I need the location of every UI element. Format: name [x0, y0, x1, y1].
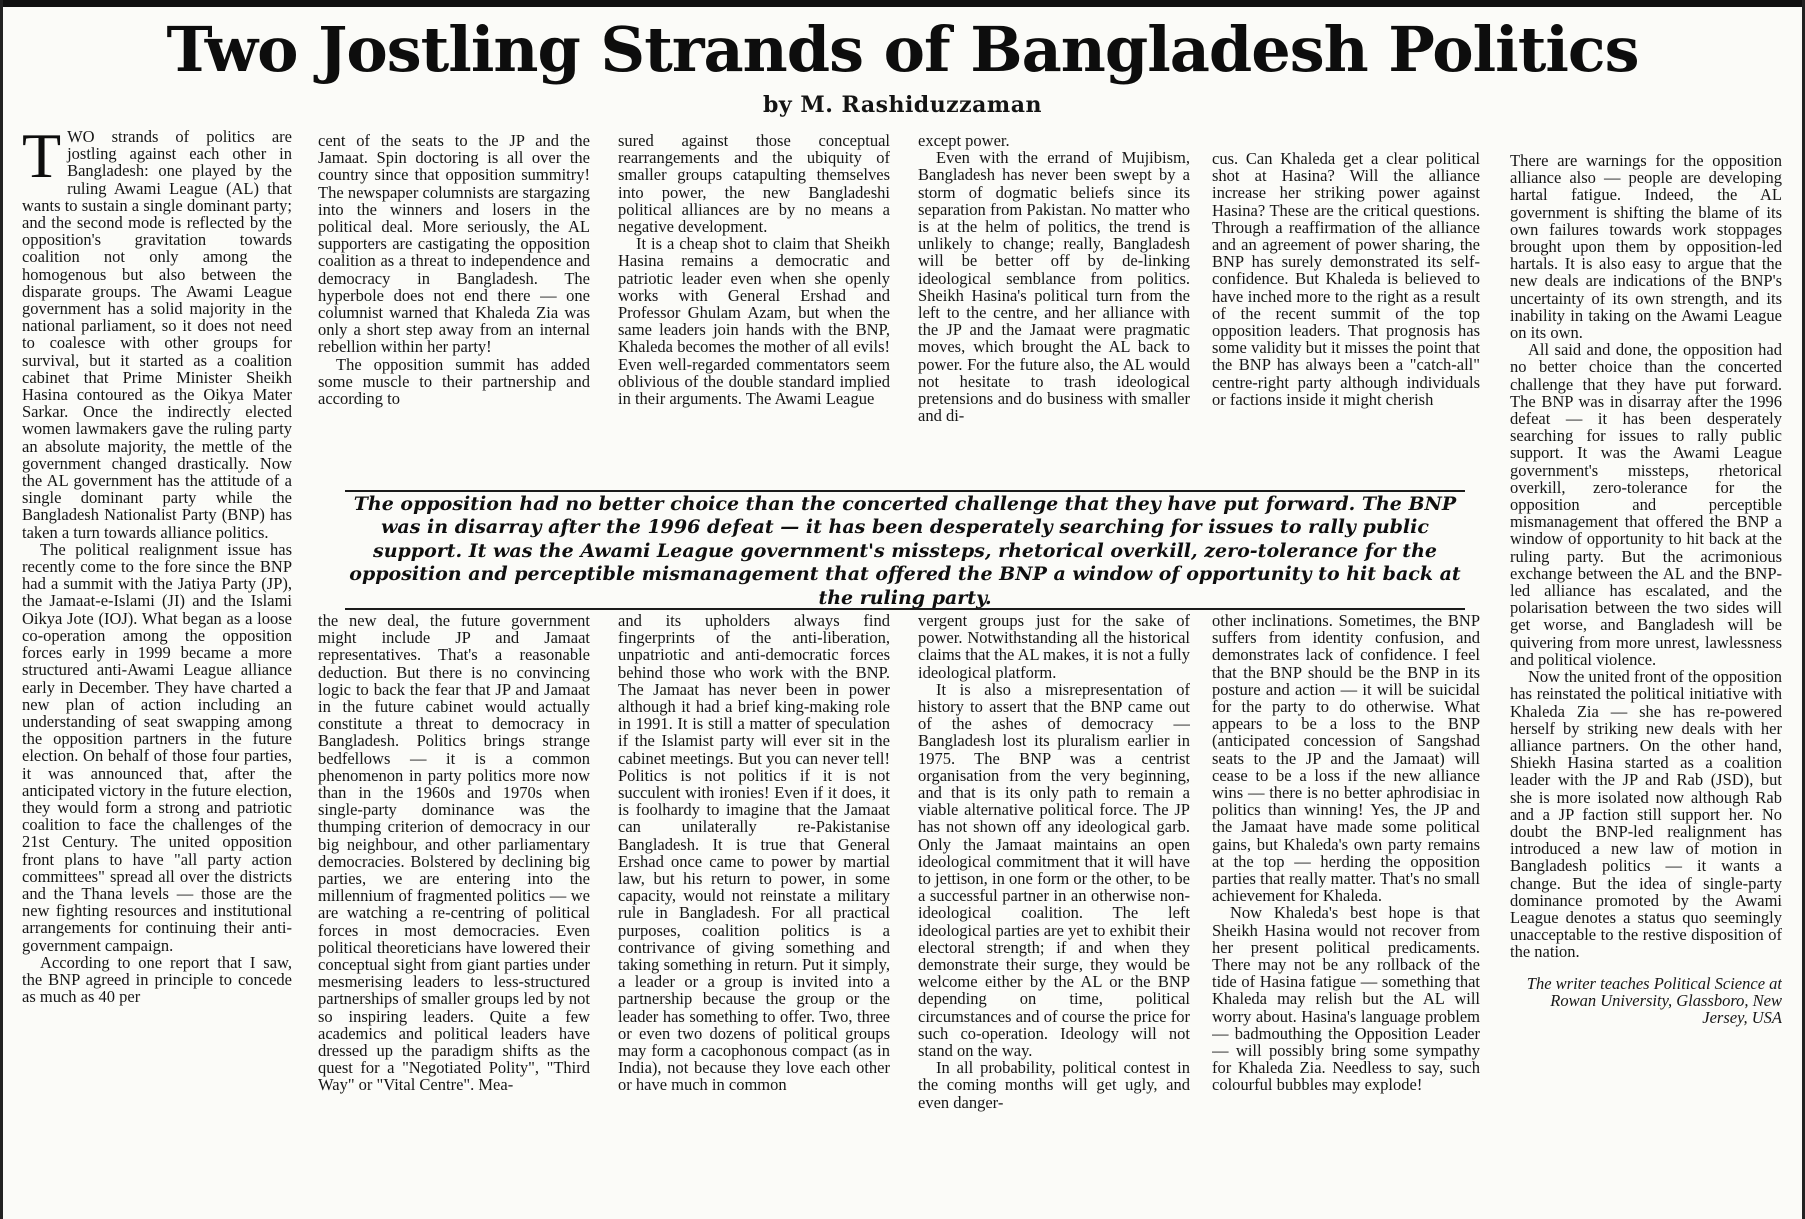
pullquote-top-rule [345, 490, 1465, 492]
paragraph-text: vergent groups just for the sake of power. Notwithstanding all the historical claims that the AL makes, it is not a fully ideological platform. [918, 612, 1190, 682]
byline: by M. Rashiduzzaman [763, 92, 1042, 118]
paragraph-text: sured against those conceptual rearrangements and the ubiquity of smaller groups catapulting themselves into power, the new Bangladeshi political alliances are by no means a negative development. [618, 132, 890, 237]
paragraph-text: It is a cheap shot to claim that Sheikh Hasina remains a democratic and patriotic leader even when she openly works with General Ershad and Professor Ghulam Azam, but when the same leaders join hands with the BNP, Khaleda becomes the mother of all evils! Even well-regarded commentators seem oblivious of the double standard implied in their arguments. The Awami League [618, 234, 890, 409]
paragraph-text: Even with the errand of Mujibism, Bangladesh has never been swept by a storm of dogmatic beliefs since its separation from Pakistan. No matter who is at the helm of politics, the trend is unlikely to change; really, Bangladesh will be better off by de-linking ideological semblance from politics. Sheikh Hasina's political turn from the left to the centre, and her alliance with the JP and the Jamaat were pragmatic moves, which brought the AL back to power. For the future also, the AL would not hesitate to trash ideological pretensions and do business with smaller and di- [918, 148, 1190, 426]
column-1-first-paragraph [22, 128, 292, 541]
paragraph-text: WO strands of politics are jostling against each other in Bangladesh: one played by the ruling Awami League (AL) that wants to sustain a single dominant party; and the second mode is reflected by the opposition's gravitation towards coalition not only among the homogenous but also between the disparate groups. The Awami League government has a solid majority in the national parliament, so it does not need to coalesce with other groups for survival, but it started as a coalition cabinet that Prime Minister Sheikh Hasina contoured as the Oikya Mater Sarkar. Once the indirectly elected women lawmakers gave the ruling party an absolute majority, the mettle of the government changed drastically. Now the AL government has the attitude of a single dominant party while the Bangladesh Nationalist Party (BNP) has taken a turn towards alliance politics. [22, 128, 292, 542]
column-4-bottom [918, 612, 1190, 1216]
paragraph-text: cus. Can Khaleda get a clear political shot at Hasina? Will the alliance increase her striking power against Hasina? These are the critical questions. Through a reaffirmation of the alliance and an agreement of power sharing, the BNP has surely demonstrated its self-confidence. But Khaleda is believed to have inched more to the right as a result of the recent summit of the top opposition leaders. That prognosis has some validity but it misses the point that the BNP has always been a "catch-all" centre-right party although individuals or factions inside it might cherish [1212, 150, 1480, 409]
paragraph-text: In all probability, political contest in the coming months will get ugly, and even danger- [918, 1058, 1190, 1112]
paragraph-text: All said and done, the opposition had no better choice than the concerted challenge that they have put forward. The BNP was in disarray after the 1996 defeat — it has been desperately searching for issues to rally public support. It was the Awami League government's missteps, rhetorical overkill, zero-tolerance for the opposition and perceptible mismanagement that offered the BNP a window of opportunity to hit back at the ruling party. But the acrimonious exchange between the AL and the BNP-led alliance has escalated, and the polarisation between the two sides will get worse, and Bangladesh will be quivering from more unrest, lawlessness and political violence. [1510, 340, 1782, 669]
column-5-top [1212, 150, 1480, 484]
column-3-bottom: and its upholders always find fingerprints of the anti-liberation, unpatriotic and anti-democratic forces behind those who work with the BNP. The Jamaat has never been in power although it had a brief king-making role in 1991. It is still a matter of speculation if the Islamist party will ever sit in the cabinet meetings. But you can never tell! Politics is not politics if it is not succulent with ironies! Even if it does, it is foolhardy to imagine that the Jamaat can unilaterally re-Pakistanise Bangladesh. It is true that General Ershad once came to power by martial law, but his return to power, in some capacity, would not reinstate a military rule in Bangladesh. For all practical purposes, coalition politics is a contrivance of giving something and taking something in return. Put it simply, a leader or a group is invited into a partnership because the group or the leader has something to offer. Two, three or even two dozens of political groups may form a cacophonous compact (as in India), not because they love each other or have much in common [618, 612, 890, 1095]
top-border [0, 0, 1805, 7]
paragraph-text: cent of the seats to the JP and the Jamaat. Spin doctoring is all over the country since that opposition summitry! The newspaper columnists are stargazing into the winners and losers in the political deal. More seriously, the AL supporters are castigating the opposition coalition as a threat to independence and democracy in Bangladesh. The hyperbole does not end there — one columnist warned that Khaleda Zia was only a short step away from an internal rebellion within her party! [318, 132, 590, 357]
drop-cap: T [22, 128, 62, 191]
author-credit: The writer teaches Political Science at Rowan University, Glassboro, New Jersey, USA [1526, 973, 1782, 1027]
column-6-body [1510, 152, 1782, 961]
paragraph-text: There are warnings for the opposition alliance also — people are developing hartal fatigue. Indeed, the AL government is shifting the blame of its own failures towards work stoppages brought upon them by opposition-led hartals. It is also easy to argue that the new deals are indications of the BNP's uncertainty of its own strength, and its inability in taking on the Awami League on its own. [1510, 152, 1782, 343]
left-border [0, 0, 3, 1219]
paragraph-text: except power. [918, 132, 1010, 150]
pullquote: The opposition had no better choice than the concerted challenge that they have put forward. The BNP was in disarray after the 1996 defeat — it has been desperately searching for issues to rally public support. It was the Awami League government's missteps, rhetorical overkill, zero-tolerance for the opposition and perceptible mismanagement that offered the BNP a window of opportunity to hit back at the ruling party. [349, 493, 1461, 608]
paragraph-text: The opposition summit has added some muscle to their partnership and according to [318, 354, 590, 409]
column-2-bottom: the new deal, the future government might include JP and Jamaat representatives. That's a reasonable deduction. But there is no convincing logic to back the fear that JP and Jamaat in the future cabinet would actually constitute a threat to democracy in Bangladesh. Politics brings strange bedfellows — it is a common phenomenon in party politics more now than in the 1960s and 1970s when single-party dominance was the thumping criterion of democracy in our big neighbour, and other parliamentary democracies. Bolstered by declining big parties, we are entering into the millennium of fragmented politics — we are watching a re-centring of political forces in most democracies. Even political theoreticians have lowered their conceptual sight from giant parties under mesmerising leaders to less-structured partnerships of smaller groups led by not so inspiring leaders. Quite a few academics and political leaders have dressed up the paradigm shifts as the quest for a "Negotiated Polity", "Third Way" or "Vital Centre". Mea- [318, 612, 590, 1095]
column-2-top [318, 132, 590, 484]
column-4-top [918, 132, 1190, 484]
paragraph-text: The political realignment issue has recently come to the fore since the BNP had a summit with the Jatiya Party (JP), the Jamaat-e-Islami (JI) and the Islami Oikya Jote (IOJ). What began as a loose co-operation among the opposition forces early in 1999 became a more structured anti-Awami League alliance early in December. They have charted a new plan of action including an understanding of seat swapping among the opposition partners in the future election. On behalf of those four parties, it was announced that, after the anticipated victory in the future election, they would form a strong and patriotic coalition to face the challenges of the 21st Century. The united opposition front plans to have "all party action committees" spread all over the districts and the Thana levels — those are the new fighting resources and institutional arrangements for continuing their anti-government campaign. [22, 539, 292, 955]
headline: Two Jostling Strands of Bangladesh Politics [166, 13, 1639, 86]
paragraph-text: other inclinations. Sometimes, the BNP suffers from identity confusion, and demonstrates lack of confidence. I feel that the BNP should be the BNP in its posture and action — it will be suicidal for the party to do otherwise. What appears to be a loss to the BNP (anticipated concession of Sangshad seats to the JP and the Jamaat) will cease to be a loss if the new alliance wins — there is no better aphrodisiac in politics than winning! Yes, the JP and the Jamaat have made some political gains, but Khaleda's own party remains at the top — herding the opposition parties that really matter. That's no small achievement for Khaleda. [1212, 612, 1480, 906]
paragraph-text: According to one report that I saw, the BNP agreed in principle to concede as much as 40 per [22, 952, 292, 1007]
pullquote-bottom-rule [345, 608, 1465, 610]
column-6 [1510, 152, 1782, 1216]
paragraph-text: Now Khaleda's best hope is that Sheikh Hasina would not recover from her present political predicaments. There may not be any rollback of the tide of Hasina fatigue — something that Khaleda may relish but the AL will worry about. Hasina's language problem — badmouthing the Opposition Leader — will possibly bring some sympathy for Khaleda Zia. Needless to say, such colourful bubbles may explode! [1212, 903, 1480, 1095]
column-1 [22, 128, 292, 1214]
column-5-bottom [1212, 612, 1480, 1216]
paragraph-text: It is also a misrepresentation of history to assert that the BNP came out of the ashes of democracy — Bangladesh lost its pluralism earlier in 1975. The BNP was a centrist organisation from the very beginning, and that is its only path to remain a viable alternative political force. The JP has not shown off any ideological garb. Only the Jamaat maintains an open ideological commitment that it will have to jettison, in one form or the other, to be a successful partner in an otherwise non-ideological coalition. The left ideological parties are yet to exhibit their electoral strength; if and when they demonstrate their surge, they would be welcome either by the AL or the BNP depending on time, political circumstances and of course the price for such co-operation. Ideology will not stand on the way. [918, 679, 1190, 1061]
column-3-top [618, 132, 890, 484]
paragraph-text: Now the united front of the opposition has reinstated the political initiative with Khaleda Zia — she has re-powered herself by striking new deals with her alliance partners. On the other hand, Shiekh Hasina started as a coalition leader with the JP and Rab (JSD), but she is more isolated now although Rab and a JP faction still support her. No doubt the BNP-led realignment has introduced a new law of motion in Bangladesh politics — it wants a change. But the idea of single-party dominance promoted by the Awami League denotes a status quo seemingly unacceptable to the restive disposition of the nation. [1510, 667, 1782, 962]
